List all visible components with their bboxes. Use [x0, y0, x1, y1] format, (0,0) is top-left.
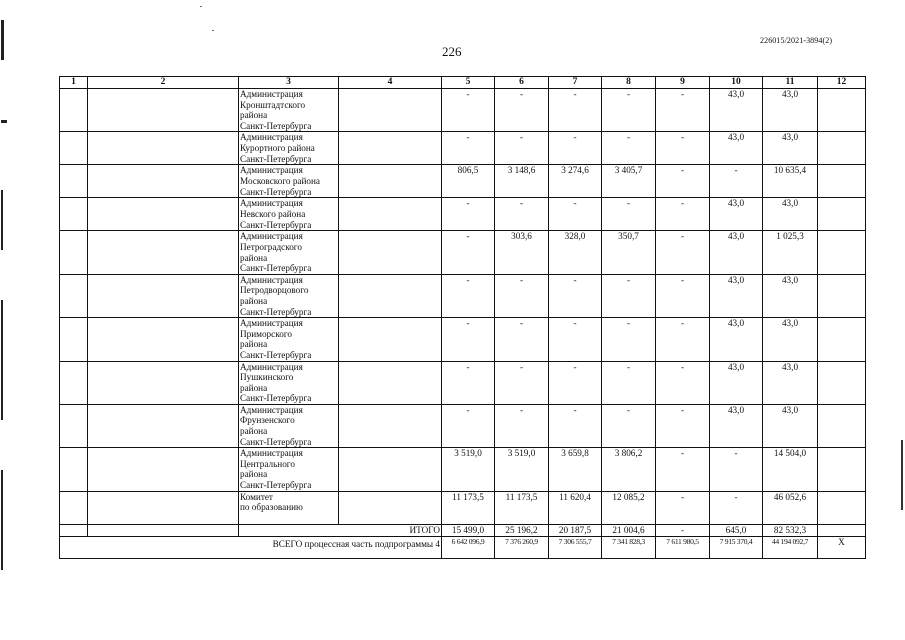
document-id: 226015/2021-3894(2) [760, 36, 833, 45]
cell-col4 [339, 89, 442, 132]
table-row [60, 231, 866, 274]
scan-margin-mark [1, 20, 4, 60]
executor-name [239, 274, 339, 317]
grand-total-label: ВСЕГО процессная часть подпрограммы 4 [60, 536, 442, 558]
cell-col2 [88, 198, 239, 231]
cell-col2 [88, 132, 239, 165]
executor-name-line: Невского района [240, 208, 306, 219]
executor-name-line: Кронштадтского [240, 99, 306, 110]
value-col10: 43,0 [710, 132, 763, 165]
value-col7: - [549, 198, 602, 231]
executor-name-line: Санкт-Петербурга [240, 349, 312, 360]
executor-name-line: Санкт-Петербурга [240, 393, 312, 404]
value-col9: - [656, 404, 710, 447]
table-row [60, 165, 866, 198]
value-col11: 43,0 [763, 404, 818, 447]
value-col10: - [710, 448, 763, 491]
value-col11: 43,0 [763, 318, 818, 361]
executor-name-line: района [240, 252, 268, 263]
executor-name-line: района [240, 426, 268, 437]
executor-name-line: Санкт-Петербурга [240, 263, 312, 274]
executor-name [239, 165, 339, 198]
cell-col12 [818, 404, 866, 447]
scan-speck [212, 30, 214, 31]
scan-speck [200, 6, 202, 7]
executor-name-line: Санкт-Петербурга [240, 186, 312, 197]
table-row [60, 198, 866, 231]
value-col8: - [602, 361, 656, 404]
scan-margin-mark [1, 300, 3, 420]
cell-col12 [818, 448, 866, 491]
grand-total-value-col10: 7 915 370,4 [710, 536, 763, 558]
executor-name [239, 448, 339, 491]
cell-col12 [818, 318, 866, 361]
cell-col4 [339, 361, 442, 404]
value-col6: - [495, 274, 549, 317]
cell-col2 [88, 274, 239, 317]
cell-col2 [88, 231, 239, 274]
cell-col1 [60, 198, 88, 231]
executor-name-line: Администрация [240, 274, 303, 285]
value-col11: 10 635,4 [763, 165, 818, 198]
value-col7: - [549, 361, 602, 404]
column-header-8: 8 [602, 77, 656, 89]
cell-col12 [818, 165, 866, 198]
value-col8: 12 085,2 [602, 491, 656, 524]
value-col7: 11 620,4 [549, 491, 602, 524]
executor-name-line: Администрация [240, 231, 303, 242]
executor-name-line: Пушкинского [240, 372, 294, 383]
value-col9: - [656, 132, 710, 165]
scan-margin-mark [1, 470, 3, 570]
executor-name-line: Администрация [240, 404, 303, 415]
executor-name-line: Комитет [240, 491, 273, 502]
value-col5: - [442, 231, 495, 274]
value-col7: - [549, 89, 602, 132]
cell-col12 [818, 89, 866, 132]
cell-col2 [88, 524, 239, 536]
value-col5: - [442, 132, 495, 165]
value-col6: 11 173,5 [495, 491, 549, 524]
cell-col1 [60, 274, 88, 317]
grand-total-value-col8: 7 341 828,3 [602, 536, 656, 558]
table-row [60, 132, 866, 165]
total-label: ИТОГО [239, 524, 442, 536]
cell-col4 [339, 404, 442, 447]
cell-col1 [60, 404, 88, 447]
value-col6: - [495, 404, 549, 447]
value-col6: - [495, 89, 549, 132]
executor-name-line: Приморского [240, 328, 292, 339]
value-col7: 3 274,6 [549, 165, 602, 198]
value-col10: 43,0 [710, 404, 763, 447]
value-col7: - [549, 318, 602, 361]
total-value-col5: 15 499,0 [442, 524, 495, 536]
cell-col12 [818, 491, 866, 524]
cell-col12 [818, 524, 866, 536]
executor-name-line: Администрация [240, 318, 303, 329]
executor-name-line: Санкт-Петербурга [240, 120, 312, 131]
scan-margin-mark [1, 190, 3, 250]
value-col11: 14 504,0 [763, 448, 818, 491]
column-header-1: 1 [60, 77, 88, 89]
cell-col1 [60, 524, 88, 536]
value-col7: - [549, 132, 602, 165]
value-col9: - [656, 491, 710, 524]
column-header-3: 3 [239, 77, 339, 89]
value-col10: 43,0 [710, 318, 763, 361]
cell-col4 [339, 448, 442, 491]
cell-col2 [88, 448, 239, 491]
cell-col12 [818, 132, 866, 165]
value-col11: 43,0 [763, 274, 818, 317]
executor-name-line: по образованию [240, 502, 303, 513]
value-col8: - [602, 318, 656, 361]
executor-name [239, 198, 339, 231]
executor-name-line: Администрация [240, 165, 303, 176]
cell-col1 [60, 491, 88, 524]
page-number: 226 [442, 44, 462, 59]
grand-total-col12: X [818, 536, 866, 558]
value-col7: 3 659,8 [549, 448, 602, 491]
total-row [60, 524, 866, 536]
total-value-col11: 82 532,3 [763, 524, 818, 536]
cell-col1 [60, 89, 88, 132]
cell-col2 [88, 165, 239, 198]
value-col5: - [442, 274, 495, 317]
value-col11: 1 025,3 [763, 231, 818, 274]
cell-col1 [60, 231, 88, 274]
value-col10: - [710, 491, 763, 524]
value-col9: - [656, 361, 710, 404]
value-col10: 43,0 [710, 274, 763, 317]
value-col6: 3 148,6 [495, 165, 549, 198]
value-col8: - [602, 132, 656, 165]
value-col7: 328,0 [549, 231, 602, 274]
value-col8: 3 806,2 [602, 448, 656, 491]
executor-name-line: Администрация [240, 132, 303, 143]
value-col9: - [656, 231, 710, 274]
value-col9: - [656, 318, 710, 361]
cell-col1 [60, 318, 88, 361]
executor-name-line: района [240, 469, 268, 480]
value-col9: - [656, 165, 710, 198]
value-col9: - [656, 198, 710, 231]
executor-name-line: района [240, 295, 268, 306]
budget-table [59, 76, 866, 559]
value-col5: - [442, 404, 495, 447]
scan-margin-mark [1, 120, 7, 123]
column-header-9: 9 [656, 77, 710, 89]
total-value-col6: 25 196,2 [495, 524, 549, 536]
cell-col2 [88, 404, 239, 447]
value-col11: 43,0 [763, 89, 818, 132]
executor-name-line: Петродворцового [240, 285, 309, 296]
value-col8: 350,7 [602, 231, 656, 274]
cell-col4 [339, 231, 442, 274]
value-col10: 43,0 [710, 198, 763, 231]
value-col5: 806,5 [442, 165, 495, 198]
executor-name [239, 318, 339, 361]
value-col10: 43,0 [710, 361, 763, 404]
cell-col1 [60, 448, 88, 491]
table-row [60, 89, 866, 132]
value-col11: 43,0 [763, 132, 818, 165]
value-col8: - [602, 198, 656, 231]
executor-name-line: Санкт-Петербурга [240, 219, 312, 230]
value-col9: - [656, 274, 710, 317]
column-header-11: 11 [763, 77, 818, 89]
executor-name-line: Санкт-Петербурга [240, 436, 312, 447]
grand-total-value-col11: 44 194 092,7 [763, 536, 818, 558]
cell-col2 [88, 491, 239, 524]
executor-name-line: Центрального [240, 458, 295, 469]
executor-name-line: района [240, 339, 268, 350]
executor-name-line: Администрация [240, 361, 303, 372]
scan-edge-mark [901, 440, 903, 510]
cell-col12 [818, 274, 866, 317]
column-header-6: 6 [495, 77, 549, 89]
value-col7: - [549, 274, 602, 317]
executor-name-line: Санкт-Петербурга [240, 153, 312, 164]
table-row [60, 274, 866, 317]
executor-name [239, 89, 339, 132]
executor-name-line: района [240, 110, 268, 121]
column-number-row [60, 77, 866, 89]
value-col5: - [442, 198, 495, 231]
table-row [60, 404, 866, 447]
grand-total-row [60, 536, 866, 558]
column-header-5: 5 [442, 77, 495, 89]
table-row [60, 361, 866, 404]
table-row [60, 318, 866, 361]
cell-col1 [60, 132, 88, 165]
value-col11: 46 052,6 [763, 491, 818, 524]
cell-col4 [339, 274, 442, 317]
grand-total-value-col6: 7 376 260,9 [495, 536, 549, 558]
cell-col4 [339, 132, 442, 165]
value-col6: 3 519,0 [495, 448, 549, 491]
total-value-col7: 20 187,5 [549, 524, 602, 536]
executor-name-line: Санкт-Петербурга [240, 306, 312, 317]
value-col8: - [602, 89, 656, 132]
total-value-col9: - [656, 524, 710, 536]
cell-col2 [88, 89, 239, 132]
executor-name-line: Санкт-Петербурга [240, 480, 312, 491]
value-col5: - [442, 89, 495, 132]
executor-name [239, 491, 339, 524]
executor-name-line: Администрация [240, 448, 303, 459]
value-col9: - [656, 448, 710, 491]
cell-col1 [60, 361, 88, 404]
cell-col1 [60, 165, 88, 198]
executor-name [239, 361, 339, 404]
cell-col2 [88, 318, 239, 361]
value-col9: - [656, 89, 710, 132]
cell-col12 [818, 231, 866, 274]
value-col11: 43,0 [763, 361, 818, 404]
executor-name-line: Курортного района [240, 142, 315, 153]
cell-col12 [818, 361, 866, 404]
value-col6: - [495, 318, 549, 361]
table-row [60, 491, 866, 524]
executor-name-line: Петроградского [240, 241, 302, 252]
total-value-col10: 645,0 [710, 524, 763, 536]
value-col10: 43,0 [710, 89, 763, 132]
executor-name [239, 132, 339, 165]
value-col8: 3 405,7 [602, 165, 656, 198]
value-col5: 11 173,5 [442, 491, 495, 524]
value-col5: 3 519,0 [442, 448, 495, 491]
cell-col12 [818, 198, 866, 231]
value-col8: - [602, 274, 656, 317]
cell-col4 [339, 318, 442, 361]
value-col5: - [442, 361, 495, 404]
column-header-10: 10 [710, 77, 763, 89]
column-header-7: 7 [549, 77, 602, 89]
grand-total-value-col5: 6 642 096,9 [442, 536, 495, 558]
cell-col4 [339, 165, 442, 198]
value-col11: 43,0 [763, 198, 818, 231]
cell-col2 [88, 361, 239, 404]
executor-name-line: Администрация [240, 89, 303, 99]
cell-col4 [339, 198, 442, 231]
value-col10: 43,0 [710, 231, 763, 274]
column-header-4: 4 [339, 77, 442, 89]
table-row [60, 448, 866, 491]
grand-total-value-col9: 7 611 980,5 [656, 536, 710, 558]
executor-name [239, 404, 339, 447]
value-col5: - [442, 318, 495, 361]
column-header-2: 2 [88, 77, 239, 89]
value-col6: - [495, 132, 549, 165]
executor-name-line: района [240, 382, 268, 393]
value-col8: - [602, 404, 656, 447]
column-header-12: 12 [818, 77, 866, 89]
executor-name [239, 231, 339, 274]
value-col10: - [710, 165, 763, 198]
value-col6: - [495, 361, 549, 404]
grand-total-value-col7: 7 306 555,7 [549, 536, 602, 558]
value-col6: 303,6 [495, 231, 549, 274]
value-col7: - [549, 404, 602, 447]
executor-name-line: Московского района [240, 175, 320, 186]
total-value-col8: 21 004,6 [602, 524, 656, 536]
executor-name-line: Администрация [240, 198, 303, 209]
cell-col4 [339, 491, 442, 524]
value-col6: - [495, 198, 549, 231]
executor-name-line: Фрунзенского [240, 415, 295, 426]
